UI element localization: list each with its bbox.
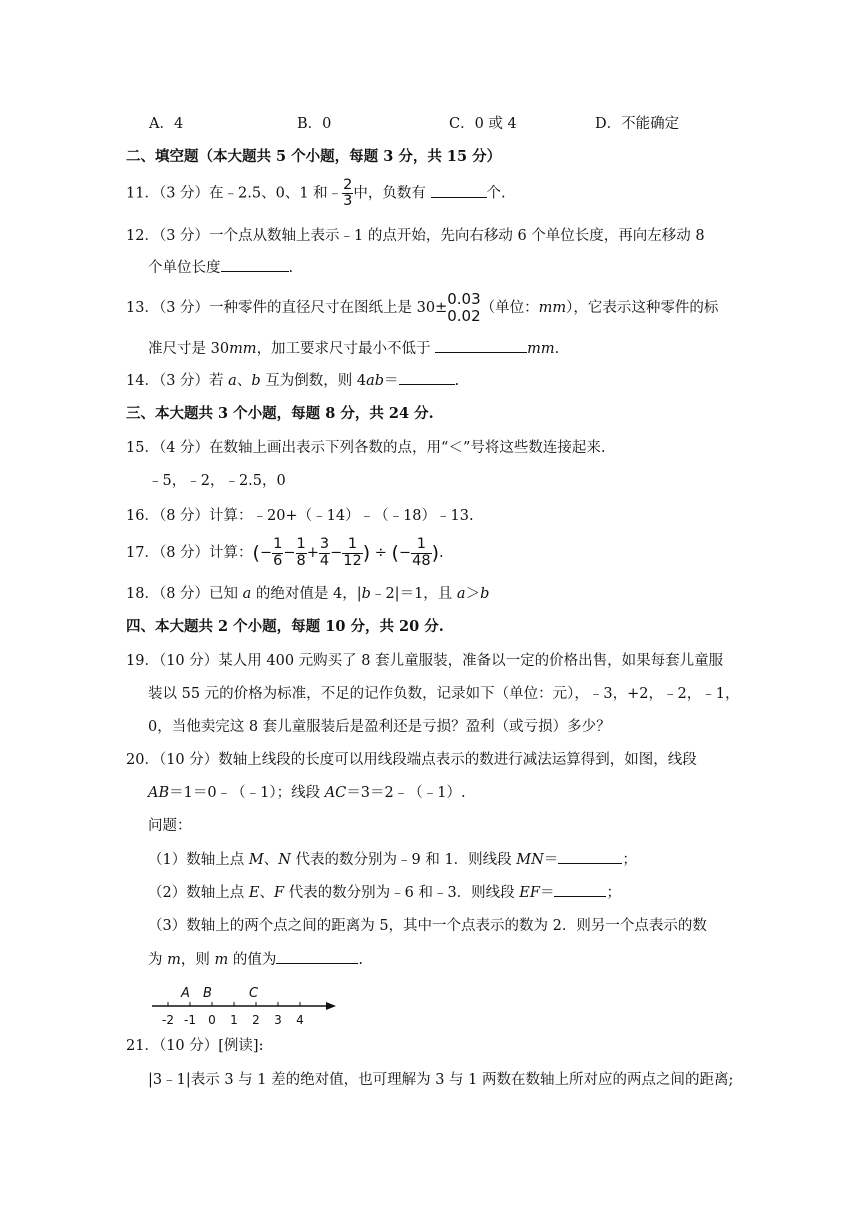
q18-a2: a: [456, 586, 466, 602]
q17-fraction-1: [272, 537, 283, 568]
q20-p3-b: ，则: [180, 952, 215, 968]
q14-sep: 、: [236, 373, 252, 389]
q13-line-2: [148, 338, 559, 359]
option-a: A．4: [149, 116, 184, 132]
q12-line2-end: .: [288, 260, 294, 276]
q18-a1: a: [242, 586, 252, 602]
q13-line2-unit: mm: [229, 341, 257, 357]
q14-var-b: b: [251, 373, 261, 389]
q20-ac: AC: [324, 785, 347, 801]
q21-line-2: |3﹣1|表示 3 与 1 差的绝对值，也可理解为 3 与 1 两数在数轴上所对应的两点之间的距离;: [148, 1072, 734, 1088]
q17-fraction-2: [296, 537, 307, 568]
q13-line2b: ，加工要求尺寸最小不低于: [256, 341, 436, 357]
q18-prefix: 18．（8 分）已知: [126, 586, 243, 602]
q13-answer-blank: [435, 338, 527, 353]
q17-f5-den: 48: [412, 552, 431, 569]
q18-mid1: 的绝对值是 4，|: [251, 586, 362, 602]
q21-line-1: 21．（10 分）[例读]:: [126, 1038, 264, 1054]
q14-var-a: a: [228, 373, 237, 389]
q20-ab: AB: [148, 785, 170, 801]
q17-f5-num: 1: [411, 537, 431, 553]
q17-minus-3: −: [330, 545, 343, 561]
q17-end: .: [439, 545, 444, 561]
question-14: [126, 370, 459, 391]
q20-p3-m: m: [167, 952, 181, 968]
q20-p2-sep: 、: [259, 885, 274, 901]
q17-plus: +: [306, 545, 319, 561]
q11-frac-denominator: 3: [343, 193, 353, 210]
q19-line-3: 0，当他卖完这 8 套儿童服装后是盈利还是亏损？盈利（或亏损）多少？: [148, 719, 611, 735]
question-17: [126, 536, 444, 570]
q20-part-1: [148, 849, 637, 870]
q17-f4-den: 12: [343, 552, 362, 569]
q20-line2-a: ＝1＝0﹣（﹣1）；线段: [169, 785, 325, 801]
q20-p2-f: F: [273, 885, 284, 901]
question-18: [126, 584, 489, 604]
q12-line-2: [148, 257, 293, 278]
q20-p1-b: 代表的数分别为﹣9 和 1．则线段: [290, 852, 517, 868]
q20-p2-a: （2）数轴上点: [148, 885, 249, 901]
q13-line2a: 准尺寸是 30: [148, 341, 230, 357]
option-c: C．0 或 4: [449, 116, 517, 132]
q20-p1-a: （1）数轴上点: [148, 852, 249, 868]
q17-fraction-3: [319, 537, 330, 568]
q17-f1-num: 1: [273, 536, 283, 553]
q17-minus-2: −: [283, 545, 296, 561]
q20-p1-answer-blank: [558, 849, 622, 864]
q15-line-1: 15．（4 分）在数轴上画出表示下列各数的点，用“＜”号将这些数连接起来.: [126, 440, 606, 456]
q20-p3-c: 的值为: [228, 952, 277, 968]
tick-label: 3: [274, 1013, 282, 1027]
q18-b2: b: [480, 586, 490, 602]
section-heading-4: 四、本大题共 2 个小题，每题 10 分，共 20 分.: [126, 618, 444, 635]
section-heading-fill-in: 二、填空题（本大题共 5 个小题，每题 3 分，共 15 分）: [126, 148, 502, 165]
q20-part-3-line-1: （3）数轴上的两个点之间的距离为 5，其中一个点表示的数为 2．则另一个点表示的数: [148, 918, 707, 934]
q17-close-paren: ): [362, 542, 371, 564]
q14-eq: ＝: [384, 373, 399, 389]
q20-p2-answer-blank: [554, 882, 606, 897]
q11-answer-blank: [431, 183, 487, 198]
q13-line2-end: .: [554, 341, 560, 357]
q20-question-label: 问题：: [148, 818, 192, 834]
q17-divide: ÷: [374, 545, 387, 561]
q17-f3-den: 4: [319, 552, 330, 569]
q20-p1-mn: MN: [516, 852, 544, 868]
q20-part-3-line-2: [148, 949, 363, 970]
option-b: B．0: [297, 116, 332, 132]
q20-p3-answer-blank: [276, 949, 358, 964]
q11-frac-numerator: 2: [343, 177, 353, 193]
q14-mid: 互为倒数，则 4: [260, 373, 367, 389]
q12-answer-blank: [221, 257, 289, 272]
q18-b1: b: [361, 586, 371, 602]
q17-minus-1: −: [259, 545, 273, 561]
point-label-a: A: [181, 986, 190, 1001]
q17-close-paren-2: ): [431, 542, 439, 564]
q17-fraction-4: [342, 537, 362, 568]
q13-line2-end-unit: mm: [527, 341, 555, 357]
q17-fraction-5: [411, 537, 431, 568]
q13-tolerance: [447, 291, 480, 326]
q13-mid-b: ），它表示这种零件的标: [566, 300, 719, 316]
q20-p1-sep: 、: [263, 852, 279, 868]
q19-line-1: 19．（10 分）某人用 400 元购买了 8 套儿童服装，准备以一定的价格出售，如果每套儿童服: [126, 653, 724, 669]
q17-f2-den: 8: [296, 552, 306, 569]
q12-line-1: 12．（3 分）一个点从数轴上表示﹣1 的点开始，先向右移动 6 个单位长度，再向左移动 8: [126, 228, 705, 244]
number-line-figure: [148, 982, 348, 1030]
tick-label: 2: [252, 1013, 260, 1027]
q20-line-2: [148, 783, 466, 803]
q13-upper-tolerance: 0.03: [447, 289, 481, 308]
q20-p3-m2: m: [214, 952, 229, 968]
q20-p3-a: 为: [148, 952, 168, 968]
q11-mid: 中，负数有: [353, 185, 431, 202]
q17-open-paren: (: [252, 542, 260, 564]
q13-line-1: [126, 288, 718, 328]
q20-part-2: [148, 882, 621, 903]
q17-f3-num: 3: [319, 536, 330, 553]
point-label-b: B: [203, 986, 212, 1001]
option-d: D．不能确定: [595, 116, 680, 132]
q20-p1-end: ；: [622, 852, 637, 868]
q20-p2-end: ；: [606, 885, 621, 901]
q20-p2-eq: ＝: [539, 885, 555, 901]
tick-label: -2: [162, 1013, 174, 1027]
q13-lower-tolerance: 0.02: [447, 307, 481, 325]
q15-line-2: ﹣5，﹣2，﹣2.5，0: [148, 473, 286, 489]
q20-p2-b: 代表的数分别为﹣6 和﹣3．则线段: [284, 885, 520, 901]
q17-minus-4: −: [398, 545, 412, 561]
q20-p1-m: M: [248, 852, 264, 868]
q14-prefix: 14．（3 分）若: [126, 373, 229, 389]
tick-label: 1: [230, 1013, 238, 1027]
q13-unit: mm: [538, 300, 567, 316]
section-heading-3: 三、本大题共 3 个小题，每题 8 分，共 24 分.: [126, 405, 434, 422]
q20-p1-eq: ＝: [543, 852, 559, 868]
q19-line-2: 装以 55 元的价格为标准，不足的记作负数，记录如下（单位：元），﹣3，+2，﹣2，﹣1，: [148, 686, 740, 702]
q11-fraction: [342, 178, 353, 209]
q14-answer-blank: [399, 370, 455, 385]
point-label-c: C: [249, 986, 259, 1001]
number-line-arrow: [326, 1002, 336, 1010]
q20-line2-b: ＝3＝2﹣（﹣1）.: [346, 785, 466, 801]
q20-p1-n: N: [278, 852, 291, 868]
q18-mid2: ﹣2|＝1，且: [370, 586, 457, 602]
q17-f1-den: 6: [273, 552, 283, 569]
question-16: 16．（8 分）计算：﹣20+（﹣14）﹣（﹣18）﹣13.: [126, 508, 474, 524]
q14-expr: ab: [366, 373, 384, 389]
q17-prefix: 17．（8 分）计算：: [126, 545, 253, 561]
tick-label: 0: [208, 1013, 216, 1027]
tick-label: -1: [184, 1013, 196, 1027]
q17-open-paren-2: (: [391, 542, 399, 564]
q18-gt: ＞: [465, 586, 481, 602]
q13-prefix: 13．（3 分）一种零件的直径尺寸在图纸上是 30±: [126, 300, 448, 316]
q20-p3-end: .: [358, 952, 363, 968]
q20-p2-ef: EF: [519, 885, 540, 901]
q11-suffix: 个.: [486, 185, 506, 202]
q20-p2-e: E: [248, 885, 260, 901]
q20-line-1: 20．（10 分）数轴上线段的长度可以用线段端点表示的数进行减法运算得到，如图，线段: [126, 752, 697, 768]
q13-mid-a: （单位：: [480, 300, 539, 316]
q17-f2-num: 1: [296, 536, 306, 553]
question-11: [126, 178, 506, 209]
q17-f4-num: 1: [342, 537, 362, 553]
q12-line2-text: 个单位长度: [148, 260, 221, 276]
q14-end: .: [454, 373, 460, 389]
tick-label: 4: [296, 1013, 304, 1027]
q11-prefix: 11．（3 分）在﹣2.5、0、1 和﹣: [126, 185, 343, 202]
